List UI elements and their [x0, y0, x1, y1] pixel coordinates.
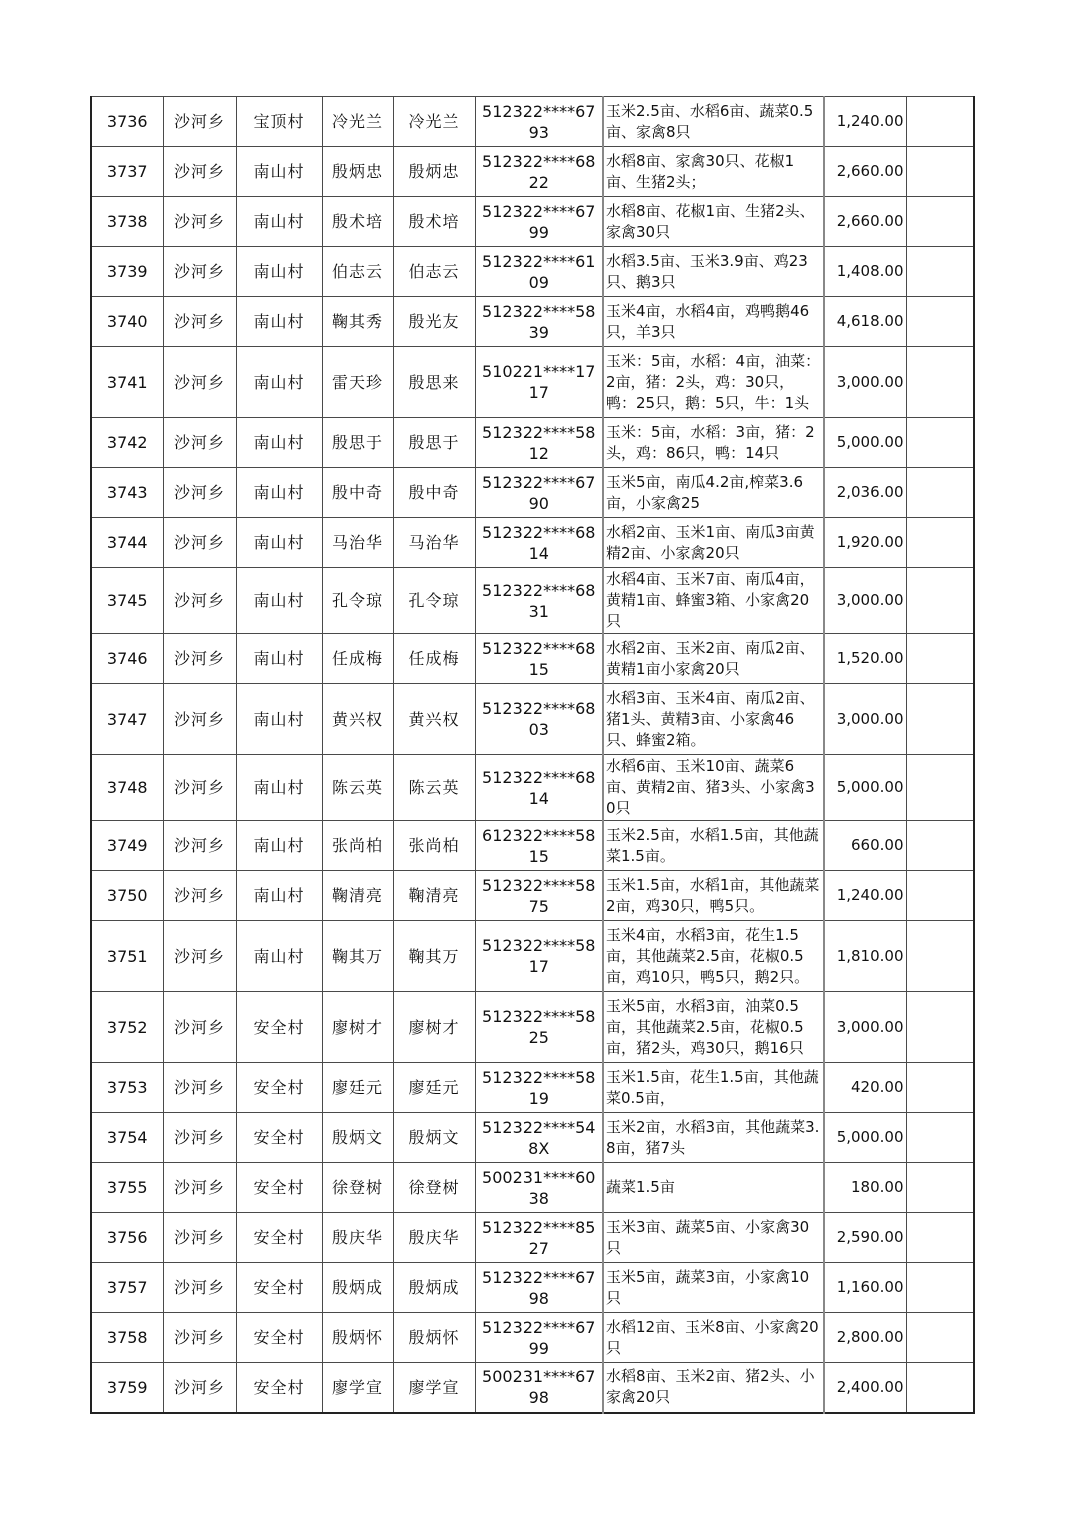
amount-cell: 3,000.00: [824, 568, 906, 634]
crops-livestock-cell: 玉米2.5亩、水稻6亩、蔬菜0.5亩、家禽8只: [603, 97, 824, 147]
id-number-cell: 512322****6814: [475, 518, 603, 568]
id-number-cell: 512322****5819: [475, 1063, 603, 1113]
amount-cell: 1,240.00: [824, 97, 906, 147]
village-cell: 安全村: [236, 1113, 322, 1163]
name-cell: 殷炳忠: [322, 147, 393, 197]
householder-cell: 殷炳忠: [393, 147, 475, 197]
name-cell: 廖学宣: [322, 1363, 393, 1413]
crops-livestock-cell: 水稻2亩、玉米2亩、南瓜2亩、黄精1亩小家禽20只: [603, 634, 824, 684]
name-cell: 张尚柏: [322, 821, 393, 871]
empty-cell: [906, 1213, 974, 1263]
row-number-cell: 3747: [91, 684, 163, 755]
empty-cell: [906, 568, 974, 634]
id-number-cell: 512322****6109: [475, 247, 603, 297]
name-cell: 殷庆华: [322, 1213, 393, 1263]
householder-cell: 殷炳文: [393, 1113, 475, 1163]
empty-cell: [906, 871, 974, 921]
amount-cell: 660.00: [824, 821, 906, 871]
row-number-cell: 3752: [91, 992, 163, 1063]
town-cell: 沙河乡: [163, 1213, 236, 1263]
town-cell: 沙河乡: [163, 634, 236, 684]
table-row: [91, 468, 974, 518]
crops-livestock-cell: 玉米1.5亩，水稻1亩，其他蔬菜2亩，鸡30只，鸭5只。: [603, 871, 824, 921]
subsidy-table: [90, 96, 975, 1414]
table-row: [91, 97, 974, 147]
householder-cell: 殷思于: [393, 418, 475, 468]
id-number-cell: 512322****6793: [475, 97, 603, 147]
village-cell: 安全村: [236, 1213, 322, 1263]
town-cell: 沙河乡: [163, 197, 236, 247]
crops-livestock-cell: 水稻6亩、玉米10亩、蔬菜6亩、黄精2亩、猪3头、小家禽30只: [603, 755, 824, 821]
row-number-cell: 3748: [91, 755, 163, 821]
town-cell: 沙河乡: [163, 1163, 236, 1213]
householder-cell: 廖学宣: [393, 1363, 475, 1413]
town-cell: 沙河乡: [163, 418, 236, 468]
name-cell: 廖廷元: [322, 1063, 393, 1113]
amount-cell: 1,160.00: [824, 1263, 906, 1313]
town-cell: 沙河乡: [163, 992, 236, 1063]
crops-livestock-cell: 水稻12亩、玉米8亩、小家禽20只: [603, 1313, 824, 1363]
householder-cell: 殷光友: [393, 297, 475, 347]
empty-cell: [906, 1313, 974, 1363]
row-number-cell: 3745: [91, 568, 163, 634]
row-number-cell: 3742: [91, 418, 163, 468]
row-number-cell: 3743: [91, 468, 163, 518]
table-row: [91, 197, 974, 247]
village-cell: 安全村: [236, 1163, 322, 1213]
id-number-cell: 612322****5815: [475, 821, 603, 871]
amount-cell: 3,000.00: [824, 347, 906, 418]
householder-cell: 殷炳怀: [393, 1313, 475, 1363]
amount-cell: 1,810.00: [824, 921, 906, 992]
table-row: [91, 1063, 974, 1113]
row-number-cell: 3755: [91, 1163, 163, 1213]
town-cell: 沙河乡: [163, 871, 236, 921]
empty-cell: [906, 821, 974, 871]
crops-livestock-cell: 玉米2亩，水稻3亩，其他蔬菜3.8亩，猪7头: [603, 1113, 824, 1163]
householder-cell: 孔令琼: [393, 568, 475, 634]
amount-cell: 2,660.00: [824, 197, 906, 247]
empty-cell: [906, 97, 974, 147]
householder-cell: 冷光兰: [393, 97, 475, 147]
empty-cell: [906, 992, 974, 1063]
row-number-cell: 3754: [91, 1113, 163, 1163]
crops-livestock-cell: 玉米4亩，水稻4亩，鸡鸭鹅46只，羊3只: [603, 297, 824, 347]
table-row: [91, 518, 974, 568]
town-cell: 沙河乡: [163, 1063, 236, 1113]
town-cell: 沙河乡: [163, 568, 236, 634]
id-number-cell: 512322****6815: [475, 634, 603, 684]
id-number-cell: 512322****6799: [475, 197, 603, 247]
town-cell: 沙河乡: [163, 684, 236, 755]
amount-cell: 3,000.00: [824, 992, 906, 1063]
row-number-cell: 3736: [91, 97, 163, 147]
householder-cell: 黄兴权: [393, 684, 475, 755]
name-cell: 陈云英: [322, 755, 393, 821]
amount-cell: 1,408.00: [824, 247, 906, 297]
row-number-cell: 3749: [91, 821, 163, 871]
crops-livestock-cell: 水稻3亩、玉米4亩、南瓜2亩、猪1头、黄精3亩、小家禽46只、蜂蜜2箱。: [603, 684, 824, 755]
empty-cell: [906, 1263, 974, 1313]
town-cell: 沙河乡: [163, 1313, 236, 1363]
empty-cell: [906, 1163, 974, 1213]
village-cell: 南山村: [236, 247, 322, 297]
town-cell: 沙河乡: [163, 1363, 236, 1413]
name-cell: 孔令琼: [322, 568, 393, 634]
crops-livestock-cell: 水稻2亩、玉米1亩、南瓜3亩黄精2亩、小家禽20只: [603, 518, 824, 568]
village-cell: 南山村: [236, 518, 322, 568]
crops-livestock-cell: 水稻8亩、花椒1亩、生猪2头、家禽30只: [603, 197, 824, 247]
empty-cell: [906, 297, 974, 347]
table-row: [91, 1263, 974, 1313]
row-number-cell: 3738: [91, 197, 163, 247]
village-cell: 安全村: [236, 992, 322, 1063]
village-cell: 南山村: [236, 347, 322, 418]
name-cell: 冷光兰: [322, 97, 393, 147]
village-cell: 安全村: [236, 1313, 322, 1363]
table-row: [91, 1313, 974, 1363]
id-number-cell: 512322****8527: [475, 1213, 603, 1263]
empty-cell: [906, 468, 974, 518]
id-number-cell: 512322****5825: [475, 992, 603, 1063]
crops-livestock-cell: 玉米5亩，蔬菜3亩，小家禽10只: [603, 1263, 824, 1313]
crops-livestock-cell: 玉米3亩、蔬菜5亩、小家禽30只: [603, 1213, 824, 1263]
id-number-cell: 510221****1717: [475, 347, 603, 418]
row-number-cell: 3759: [91, 1363, 163, 1413]
town-cell: 沙河乡: [163, 821, 236, 871]
amount-cell: 4,618.00: [824, 297, 906, 347]
row-number-cell: 3750: [91, 871, 163, 921]
row-number-cell: 3744: [91, 518, 163, 568]
empty-cell: [906, 1063, 974, 1113]
town-cell: 沙河乡: [163, 755, 236, 821]
crops-livestock-cell: 水稻8亩、家禽30只、花椒1亩、生猪2头；: [603, 147, 824, 197]
crops-livestock-cell: 玉米5亩，水稻3亩，油菜0.5亩，其他蔬菜2.5亩，花椒0.5亩，猪2头，鸡30只，鹅16只: [603, 992, 824, 1063]
village-cell: 南山村: [236, 921, 322, 992]
table-body: [91, 97, 974, 1413]
id-number-cell: 512322****5817: [475, 921, 603, 992]
householder-cell: 陈云英: [393, 755, 475, 821]
town-cell: 沙河乡: [163, 297, 236, 347]
row-number-cell: 3737: [91, 147, 163, 197]
data-sheet: [90, 96, 975, 1414]
empty-cell: [906, 147, 974, 197]
village-cell: 南山村: [236, 684, 322, 755]
town-cell: 沙河乡: [163, 518, 236, 568]
householder-cell: 殷中奇: [393, 468, 475, 518]
table-row: [91, 147, 974, 197]
householder-cell: 马治华: [393, 518, 475, 568]
row-number-cell: 3739: [91, 247, 163, 297]
amount-cell: 5,000.00: [824, 418, 906, 468]
village-cell: 南山村: [236, 634, 322, 684]
amount-cell: 1,920.00: [824, 518, 906, 568]
town-cell: 沙河乡: [163, 1263, 236, 1313]
amount-cell: 1,520.00: [824, 634, 906, 684]
table-row: [91, 921, 974, 992]
empty-cell: [906, 684, 974, 755]
empty-cell: [906, 921, 974, 992]
name-cell: 马治华: [322, 518, 393, 568]
town-cell: 沙河乡: [163, 468, 236, 518]
village-cell: 南山村: [236, 871, 322, 921]
table-row: [91, 755, 974, 821]
householder-cell: 殷庆华: [393, 1213, 475, 1263]
name-cell: 任成梅: [322, 634, 393, 684]
town-cell: 沙河乡: [163, 1113, 236, 1163]
name-cell: 殷术培: [322, 197, 393, 247]
table-row: [91, 1163, 974, 1213]
town-cell: 沙河乡: [163, 97, 236, 147]
amount-cell: 1,240.00: [824, 871, 906, 921]
amount-cell: 180.00: [824, 1163, 906, 1213]
id-number-cell: 512322****6831: [475, 568, 603, 634]
empty-cell: [906, 347, 974, 418]
row-number-cell: 3746: [91, 634, 163, 684]
table-row: [91, 634, 974, 684]
householder-cell: 徐登树: [393, 1163, 475, 1213]
village-cell: 南山村: [236, 468, 322, 518]
householder-cell: 张尚柏: [393, 821, 475, 871]
row-number-cell: 3757: [91, 1263, 163, 1313]
empty-cell: [906, 418, 974, 468]
amount-cell: 420.00: [824, 1063, 906, 1113]
amount-cell: 5,000.00: [824, 755, 906, 821]
village-cell: 南山村: [236, 147, 322, 197]
name-cell: 黄兴权: [322, 684, 393, 755]
id-number-cell: 500231****6798: [475, 1363, 603, 1413]
table-row: [91, 247, 974, 297]
village-cell: 宝顶村: [236, 97, 322, 147]
name-cell: 伯志云: [322, 247, 393, 297]
crops-livestock-cell: 玉米2.5亩，水稻1.5亩，其他蔬菜1.5亩。: [603, 821, 824, 871]
empty-cell: [906, 247, 974, 297]
crops-livestock-cell: 玉米1.5亩，花生1.5亩，其他蔬菜0.5亩，: [603, 1063, 824, 1113]
village-cell: 安全村: [236, 1063, 322, 1113]
empty-cell: [906, 755, 974, 821]
householder-cell: 鞠清亮: [393, 871, 475, 921]
amount-cell: 2,660.00: [824, 147, 906, 197]
empty-cell: [906, 1113, 974, 1163]
householder-cell: 伯志云: [393, 247, 475, 297]
row-number-cell: 3751: [91, 921, 163, 992]
id-number-cell: 512322****6803: [475, 684, 603, 755]
table-row: [91, 297, 974, 347]
empty-cell: [906, 634, 974, 684]
town-cell: 沙河乡: [163, 921, 236, 992]
householder-cell: 鞠其万: [393, 921, 475, 992]
name-cell: 廖树才: [322, 992, 393, 1063]
name-cell: 鞠其秀: [322, 297, 393, 347]
amount-cell: 2,036.00: [824, 468, 906, 518]
town-cell: 沙河乡: [163, 347, 236, 418]
name-cell: 鞠清亮: [322, 871, 393, 921]
id-number-cell: 512322****6790: [475, 468, 603, 518]
town-cell: 沙河乡: [163, 147, 236, 197]
name-cell: 徐登树: [322, 1163, 393, 1213]
householder-cell: 廖廷元: [393, 1063, 475, 1113]
name-cell: 鞠其万: [322, 921, 393, 992]
table-row: [91, 684, 974, 755]
id-number-cell: 512322****6798: [475, 1263, 603, 1313]
row-number-cell: 3753: [91, 1063, 163, 1113]
empty-cell: [906, 1363, 974, 1413]
id-number-cell: 500231****6038: [475, 1163, 603, 1213]
village-cell: 南山村: [236, 197, 322, 247]
row-number-cell: 3758: [91, 1313, 163, 1363]
name-cell: 殷炳文: [322, 1113, 393, 1163]
town-cell: 沙河乡: [163, 247, 236, 297]
id-number-cell: 512322****5812: [475, 418, 603, 468]
householder-cell: 廖树才: [393, 992, 475, 1063]
table-row: [91, 1213, 974, 1263]
crops-livestock-cell: 玉米：5亩，水稻：3亩，猪：2头，鸡：86只，鸭：14只: [603, 418, 824, 468]
amount-cell: 2,800.00: [824, 1313, 906, 1363]
table-row: [91, 568, 974, 634]
village-cell: 安全村: [236, 1263, 322, 1313]
id-number-cell: 512322****6822: [475, 147, 603, 197]
table-row: [91, 418, 974, 468]
table-row: [91, 821, 974, 871]
householder-cell: 殷思来: [393, 347, 475, 418]
row-number-cell: 3740: [91, 297, 163, 347]
village-cell: 南山村: [236, 821, 322, 871]
table-row: [91, 347, 974, 418]
id-number-cell: 512322****6814: [475, 755, 603, 821]
table-row: [91, 1113, 974, 1163]
name-cell: 殷炳成: [322, 1263, 393, 1313]
amount-cell: 2,400.00: [824, 1363, 906, 1413]
id-number-cell: 512322****548X: [475, 1113, 603, 1163]
village-cell: 南山村: [236, 418, 322, 468]
id-number-cell: 512322****6799: [475, 1313, 603, 1363]
amount-cell: 3,000.00: [824, 684, 906, 755]
id-number-cell: 512322****5839: [475, 297, 603, 347]
crops-livestock-cell: 水稻8亩、玉米2亩、猪2头、小家禽20只: [603, 1363, 824, 1413]
householder-cell: 任成梅: [393, 634, 475, 684]
row-number-cell: 3741: [91, 347, 163, 418]
crops-livestock-cell: 蔬菜1.5亩: [603, 1163, 824, 1213]
name-cell: 殷中奇: [322, 468, 393, 518]
crops-livestock-cell: 玉米5亩，南瓜4.2亩,榨菜3.6亩，小家禽25: [603, 468, 824, 518]
crops-livestock-cell: 玉米：5亩，水稻：4亩，油菜：2亩，猪：2头，鸡：30只，鸭：25只，鹅：5只，牛：1头: [603, 347, 824, 418]
name-cell: 殷思于: [322, 418, 393, 468]
village-cell: 南山村: [236, 568, 322, 634]
amount-cell: 5,000.00: [824, 1113, 906, 1163]
id-number-cell: 512322****5875: [475, 871, 603, 921]
crops-livestock-cell: 水稻4亩、玉米7亩、南瓜4亩，黄精1亩、蜂蜜3箱、小家禽20只: [603, 568, 824, 634]
amount-cell: 2,590.00: [824, 1213, 906, 1263]
village-cell: 南山村: [236, 755, 322, 821]
name-cell: 殷炳怀: [322, 1313, 393, 1363]
empty-cell: [906, 197, 974, 247]
name-cell: 雷天珍: [322, 347, 393, 418]
row-number-cell: 3756: [91, 1213, 163, 1263]
crops-livestock-cell: 玉米4亩，水稻3亩，花生1.5亩，其他蔬菜2.5亩，花椒0.5亩，鸡10只，鸭5只，鹅2只。: [603, 921, 824, 992]
householder-cell: 殷炳成: [393, 1263, 475, 1313]
village-cell: 南山村: [236, 297, 322, 347]
householder-cell: 殷术培: [393, 197, 475, 247]
table-row: [91, 1363, 974, 1413]
crops-livestock-cell: 水稻3.5亩、玉米3.9亩、鸡23只、鹅3只: [603, 247, 824, 297]
empty-cell: [906, 518, 974, 568]
village-cell: 安全村: [236, 1363, 322, 1413]
table-row: [91, 871, 974, 921]
table-row: [91, 992, 974, 1063]
